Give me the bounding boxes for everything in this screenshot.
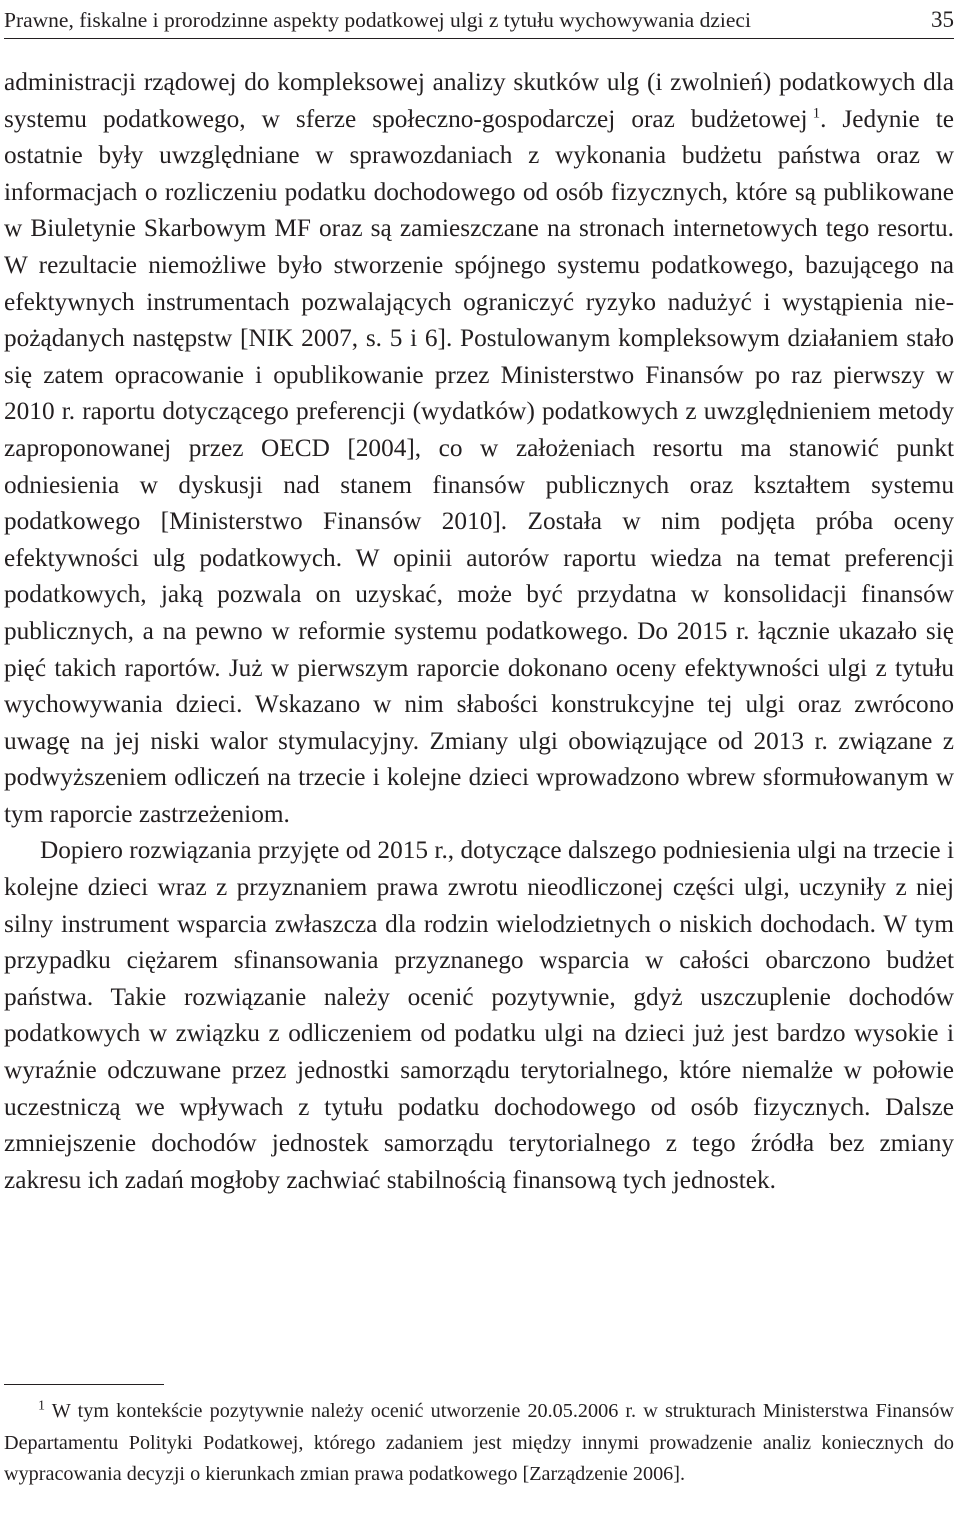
body-text [4, 64, 954, 1198]
footnote-divider [4, 1384, 164, 1385]
running-title: Prawne, fiskalne i prorodzinne aspekty podatkowej ulgi z tytułu wychowywania dzieci [4, 8, 751, 32]
footnote-reference[interactable]: 1 [812, 105, 821, 122]
paragraph-2: Dopiero rozwiązania przyjęte od 2015 r., dotyczące dalszego podniesienia ulgi na trzecie i kolejne dzieci wraz z przyznaniem prawa zwrotu nieodliczonej części ulgi, uczyniły z niej silny instrument wsparcia zwłaszcza dla rodzin wielodzietnych o niskich dochodach. W tym przypadku ciężarem sfinansowania przyznanego wsparcia w całości obarczono budżet państwa. Takie rozwiązanie należy ocenić pozytywnie, gdyż uszczuplenie dochodów podatkowych w związku z odliczeniem od podatku ulgi na dzieci już jest bardzo wysokie i wyraźnie odczuwane przez jednostki samorządu terytorialnego, które niemalże w połowie uczestniczą we wpływach z tytułu podatku dochodowego od osób fizycznych. Dalsze zmniejszenie dochodów jednostek samorządu terytorialnego z tego źródła bez zmiany zakresu ich zadań mogłoby zachwiać stabilnością finansową tych jednostek. [4, 836, 954, 1194]
page-number: 35 [931, 7, 954, 32]
paragraph-1-part-2: . Jedynie te ostatnie były uwzględniane w sprawozdaniach z wykonania budżetu państwa oraz w informacjach o rozliczeniu podatku dochodowego od osób fizycznych, które są publikowane w Biuletynie Skarbowym MF oraz są zamieszczane na stronach internetowych tego resortu. W rezultacie niemożliwe było stworzenie spójnego systemu podatkowego, bazującego na efektywnych instrumentach pozwalających ograniczyć ryzyko nadużyć i wystąpienia niepożądanych następstw [NIK 2007, s. 5 i 6]. Postulowanym kompleksowym działaniem stało się zatem opracowanie i opublikowanie przez Ministerstwo Finansów po raz pierwszy w 2010 r. raportu dotyczącego preferencji (wydatków) podatkowych z uwzględnieniem metody zaproponowanej przez OECD [2004], co w założeniach resortu ma stanowić punkt odniesienia w dyskusji nad stanem finansów publicznych oraz kształtem systemu podatkowego [Ministerstwo Finansów 2010]. Została w nim podjęta próba oceny efektywności ulg podatkowych. W opinii autorów raportu wiedza na temat preferencji podatkowych, jaką pozwala on uzyskać, może być przydatna w konsolidacji finansów publicznych, a na pewno w reformie systemu podatkowego. Do 2015 r. łącznie ukazało się pięć takich raportów. Już w pierwszym raporcie dokonano oceny efektywności ulgi z tytułu wychowywania dzieci. Wskazano w nim słabości konstrukcyjne tej ulgi oraz zwrócono uwagę na jej niski walor stymulacyjny. Zmiany ulgi obowiązujące od 2013 r. związane z podwyższeniem odliczeń na trzecie i kolejne dzieci wprowadzono wbrew sformułowanym w tym raporcie zastrzeżeniom. [4, 104, 954, 828]
footnote-text: W tym kontekście pozytywnie należy ocenić utworzenie 20.05.2006 r. w strukturach Ministerstwa Finansów Departamentu Polityki Podatkowej, którego zadaniem jest między innymi prowadzenie analiz koniecznych do wypracowania decyzji o kierunkach zmian prawa podatkowego [Zarządzenie 2006]. [4, 1400, 954, 1485]
footnote [4, 1396, 954, 1491]
running-header [4, 2, 954, 39]
paragraph-1-part-1: administracji rządowej do kompleksowej analizy skutków ulg (i zwolnień) podatkowych dla systemu podatkowego, w sferze społeczno-gospodarczej oraz budżetowej [4, 68, 954, 133]
footnote-marker: 1 [38, 1398, 45, 1414]
paragraph-1 [4, 64, 954, 832]
footnote-paragraph [4, 1396, 954, 1491]
